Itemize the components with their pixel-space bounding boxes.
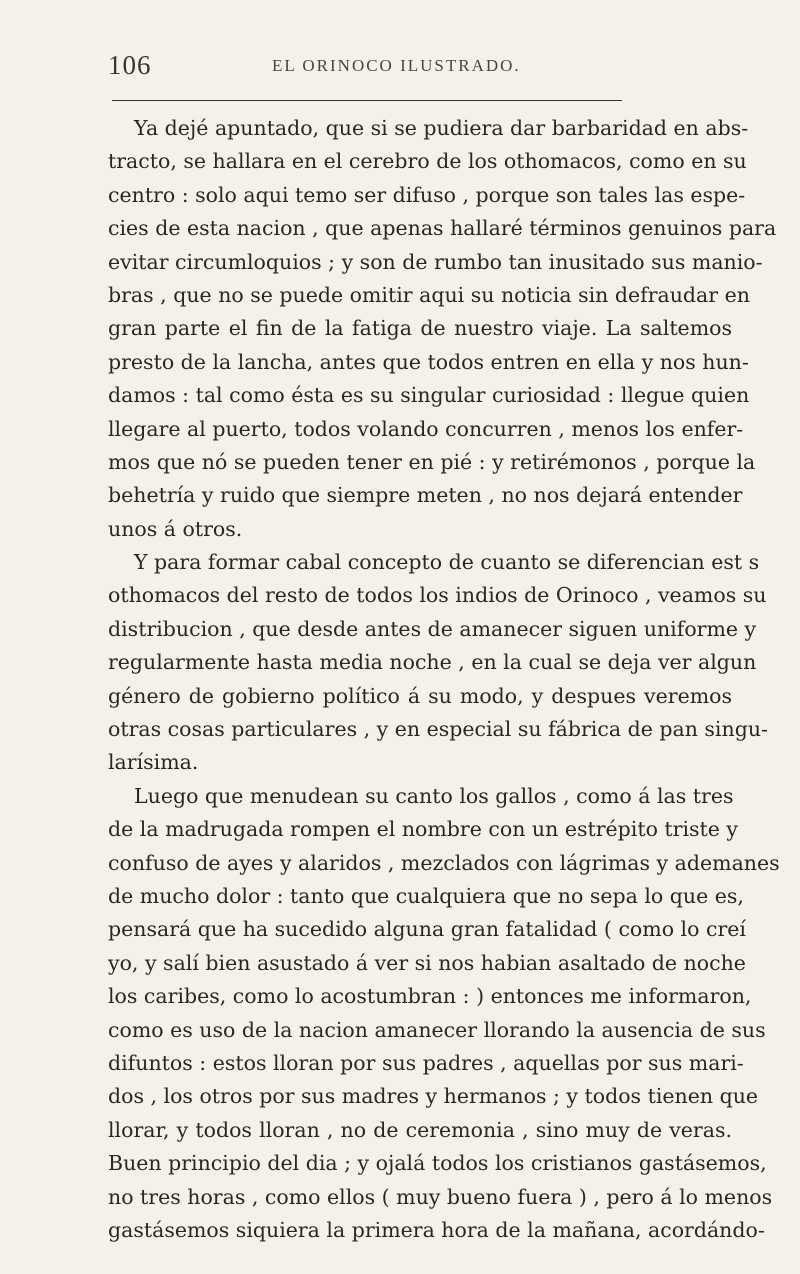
text-line: Buen principio del dia ; y ojalá todos los cristianos gastásemos,	[108, 1151, 767, 1176]
text-line: dos , los otros por sus madres y hermanos ; y todos tienen que	[108, 1084, 759, 1109]
text-line: Luego que menudean su canto los gallos , como á las tres	[134, 783, 734, 808]
text-line: otras cosas particulares , y en especial su fábrica de pan singu-	[108, 717, 768, 742]
text-line: centro : solo aqui temo ser difuso , porque son tales las espe-	[108, 182, 746, 207]
page-number: 106	[108, 50, 152, 80]
body-text	[108, 112, 780, 1247]
text-line: cies de esta nacion , que apenas hallaré términos genuinos para	[108, 216, 777, 241]
text-line: presto de la lancha, antes que todos entren en ella y nos hun-	[108, 349, 749, 374]
text-line: llorar, y todos lloran , no de ceremonia , sino muy de veras.	[108, 1117, 732, 1142]
text-line: difuntos : estos lloran por sus padres , aquellas por sus mari-	[108, 1050, 744, 1075]
text-line: Y para formar cabal concepto de cuanto se diferencian est s	[134, 550, 760, 575]
text-line: mos que nó se pueden tener en pié : y retirémonos , porque la	[108, 449, 756, 474]
header-rule	[112, 100, 622, 101]
text-line: tracto, se hallara en el cerebro de los othomacos, como en su	[108, 149, 747, 174]
text-line: gran parte el fin de la fatiga de nuestro viaje. La saltemos	[108, 316, 732, 341]
text-line: los caribes, como lo acostumbran : ) entonces me informaron,	[108, 984, 752, 1009]
text-line: regularmente hasta media noche , en la cual se deja ver algun	[108, 650, 757, 675]
text-line: no tres horas , como ellos ( muy bueno fuera ) , pero á lo menos	[108, 1184, 773, 1209]
text-line: bras , que no se puede omitir aqui su noticia sin defraudar en	[108, 282, 750, 307]
text-line: unos á otros.	[108, 516, 243, 541]
text-line: distribucion , que desde antes de amanecer siguen uniforme y	[108, 616, 757, 641]
text-line: evitar circumloquios ; y son de rumbo tan inusitado sus manio-	[108, 249, 763, 274]
text-line: como es uso de la nacion amanecer llorando la ausencia de sus	[108, 1017, 766, 1042]
text-line: behetría y ruido que siempre meten , no nos dejará entender	[108, 483, 743, 508]
text-line: género de gobierno político á su modo, y despues veremos	[108, 683, 732, 708]
text-line: confuso de ayes y alaridos , mezclados con lágrimas y ademanes	[108, 850, 780, 875]
text-line: llegare al puerto, todos volando concurren , menos los enfer-	[108, 416, 744, 441]
text-line: othomacos del resto de todos los indios de Orinoco , veamos su	[108, 583, 767, 608]
text-line: yo, y salí bien asustado á ver si nos habian asaltado de noche	[108, 950, 746, 975]
running-head	[108, 50, 628, 82]
text-line: de la madrugada rompen el nombre con un estrépito triste y	[108, 817, 739, 842]
text-line: gastásemos siquiera la primera hora de la mañana, acordándo-	[108, 1217, 765, 1242]
text-line: damos : tal como ésta es su singular curiosidad : llegue quien	[108, 383, 750, 408]
text-line: larísima.	[108, 750, 199, 775]
running-title: EL ORINOCO ILUSTRADO.	[272, 56, 521, 75]
text-line: de mucho dolor : tanto que cualquiera que no sepa lo que es,	[108, 883, 744, 908]
text-line: pensará que ha sucedido alguna gran fatalidad ( como lo creí	[108, 917, 746, 942]
text-line: Ya dejé apuntado, que si se pudiera dar barbaridad en abs-	[134, 116, 749, 140]
